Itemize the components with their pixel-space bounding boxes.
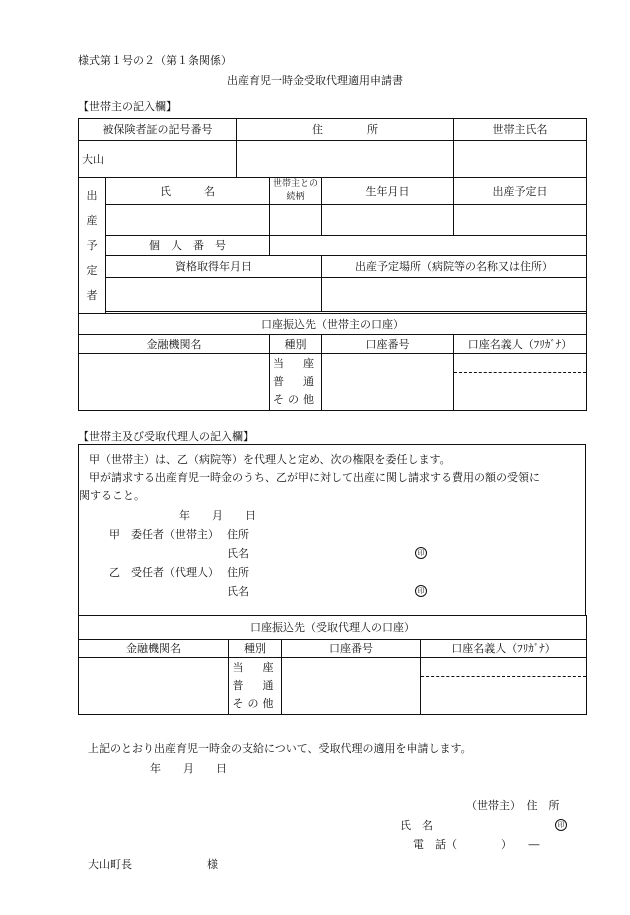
form-number: 様式第１号の２（第１条関係） <box>78 54 232 67</box>
householder-table <box>78 118 587 411</box>
delegation-text-2: 甲が請求する出産育児一時金のうち、乙が甲に対して出産に関し請求する費用の額の受領に <box>89 471 540 484</box>
footer-seal: 印 <box>555 817 567 831</box>
kou-seal: 印 <box>415 545 427 559</box>
col-birthdate: 生年月日 <box>322 178 454 205</box>
addressee: 大山町長 <box>88 858 132 871</box>
delegation-text-3: 関すること。 <box>79 489 145 502</box>
application-date: 年 月 日 <box>150 762 227 775</box>
kou-address-label: 住所 <box>227 528 249 541</box>
householder-bank-heading: 口座振込先（世帯主の口座） <box>79 314 587 335</box>
col-personal-no: 個 人 番 号 <box>106 236 270 256</box>
kou-name-label: 氏名 <box>227 547 249 560</box>
insurance-no-field[interactable]: 大山 <box>79 141 237 178</box>
otsu-address-label: 住所 <box>227 566 249 579</box>
furigana-field[interactable] <box>454 354 586 373</box>
agent-col-account-holder: 口座名義人（ﾌﾘｶﾞﾅ） <box>421 640 587 658</box>
kou-label: 甲 委任者（世帯主） <box>109 528 219 541</box>
account-no-field[interactable] <box>322 354 454 411</box>
birthdate-field[interactable] <box>322 205 454 236</box>
due-date-field[interactable] <box>454 205 587 236</box>
agent-account-type-options[interactable]: 当 座 普 通 その他 <box>229 658 282 715</box>
col-address: 住 所 <box>237 119 454 141</box>
delegation-date: 年 月 日 <box>179 509 256 522</box>
relationship-field[interactable] <box>270 205 322 236</box>
agent-holder-name-field[interactable] <box>421 677 586 714</box>
account-type-options[interactable]: 当 座 普 通 その他 <box>270 354 322 411</box>
col-qualification-date: 資格取得年月日 <box>106 256 322 278</box>
col-relationship: 世帯主との続柄 <box>270 178 322 205</box>
form-title: 出産育児一時金受取代理適用申請書 <box>227 74 403 87</box>
col-due-date: 出産予定日 <box>454 178 587 205</box>
agent-furigana-field[interactable] <box>421 658 586 677</box>
agent-col-type: 種別 <box>229 640 282 658</box>
col-name: 氏 名 <box>106 178 270 205</box>
householder-name-field[interactable] <box>454 141 587 178</box>
expectant-mother-label: 出 産 予 定 者 <box>79 178 106 314</box>
agent-col-account-no: 口座番号 <box>282 640 421 658</box>
otsu-name-label: 氏名 <box>227 585 249 598</box>
col-birth-place: 出産予定場所（病院等の名称又は住所） <box>322 256 587 278</box>
otsu-seal: 印 <box>415 583 427 597</box>
agent-account-no-field[interactable] <box>282 658 421 715</box>
address-field[interactable] <box>237 141 454 178</box>
birth-place-field[interactable] <box>322 278 587 312</box>
agent-bank-table <box>78 615 587 715</box>
phone-label: 電 話（ ） ― <box>413 838 540 851</box>
delegation-box <box>78 444 586 616</box>
agent-bank-heading: 口座振込先（受取代理人の口座） <box>79 616 587 640</box>
application-statement: 上記のとおり出産育児一時金の支給について、受取代理の適用を申請します。 <box>88 742 472 755</box>
section1-heading: 【世帯主の記入欄】 <box>78 100 177 113</box>
agent-bank-name-field[interactable] <box>79 658 229 715</box>
agent-col-bank: 金融機関名 <box>79 640 229 658</box>
qualification-date-field[interactable] <box>106 278 322 312</box>
col-insurance-no: 被保険者証の記号番号 <box>79 119 237 141</box>
account-holder-field[interactable] <box>454 354 587 411</box>
col-bank: 金融機関名 <box>79 335 270 354</box>
delegation-text-1: 甲（世帯主）は、乙（病院等）を代理人と定め、次の権限を委任します。 <box>89 453 451 466</box>
mother-name-field[interactable] <box>106 205 270 236</box>
addressee-honorific: 様 <box>207 858 218 871</box>
col-type: 種別 <box>270 335 322 354</box>
section2-heading: 【世帯主及び受取代理人の記入欄】 <box>78 430 254 443</box>
householder-address-label: （世帯主） 住 所 <box>466 799 560 812</box>
col-account-no: 口座番号 <box>322 335 454 354</box>
holder-name-field[interactable] <box>454 373 586 410</box>
col-householder-name: 世帯主氏名 <box>454 119 587 141</box>
householder-name-label: 氏 名 <box>400 819 433 832</box>
otsu-label: 乙 受任者（代理人） <box>109 566 219 579</box>
agent-account-holder-field[interactable] <box>421 658 587 715</box>
bank-name-field[interactable] <box>79 354 270 411</box>
col-account-holder: 口座名義人（ﾌﾘｶﾞﾅ） <box>454 335 587 354</box>
personal-no-field[interactable] <box>270 236 587 256</box>
